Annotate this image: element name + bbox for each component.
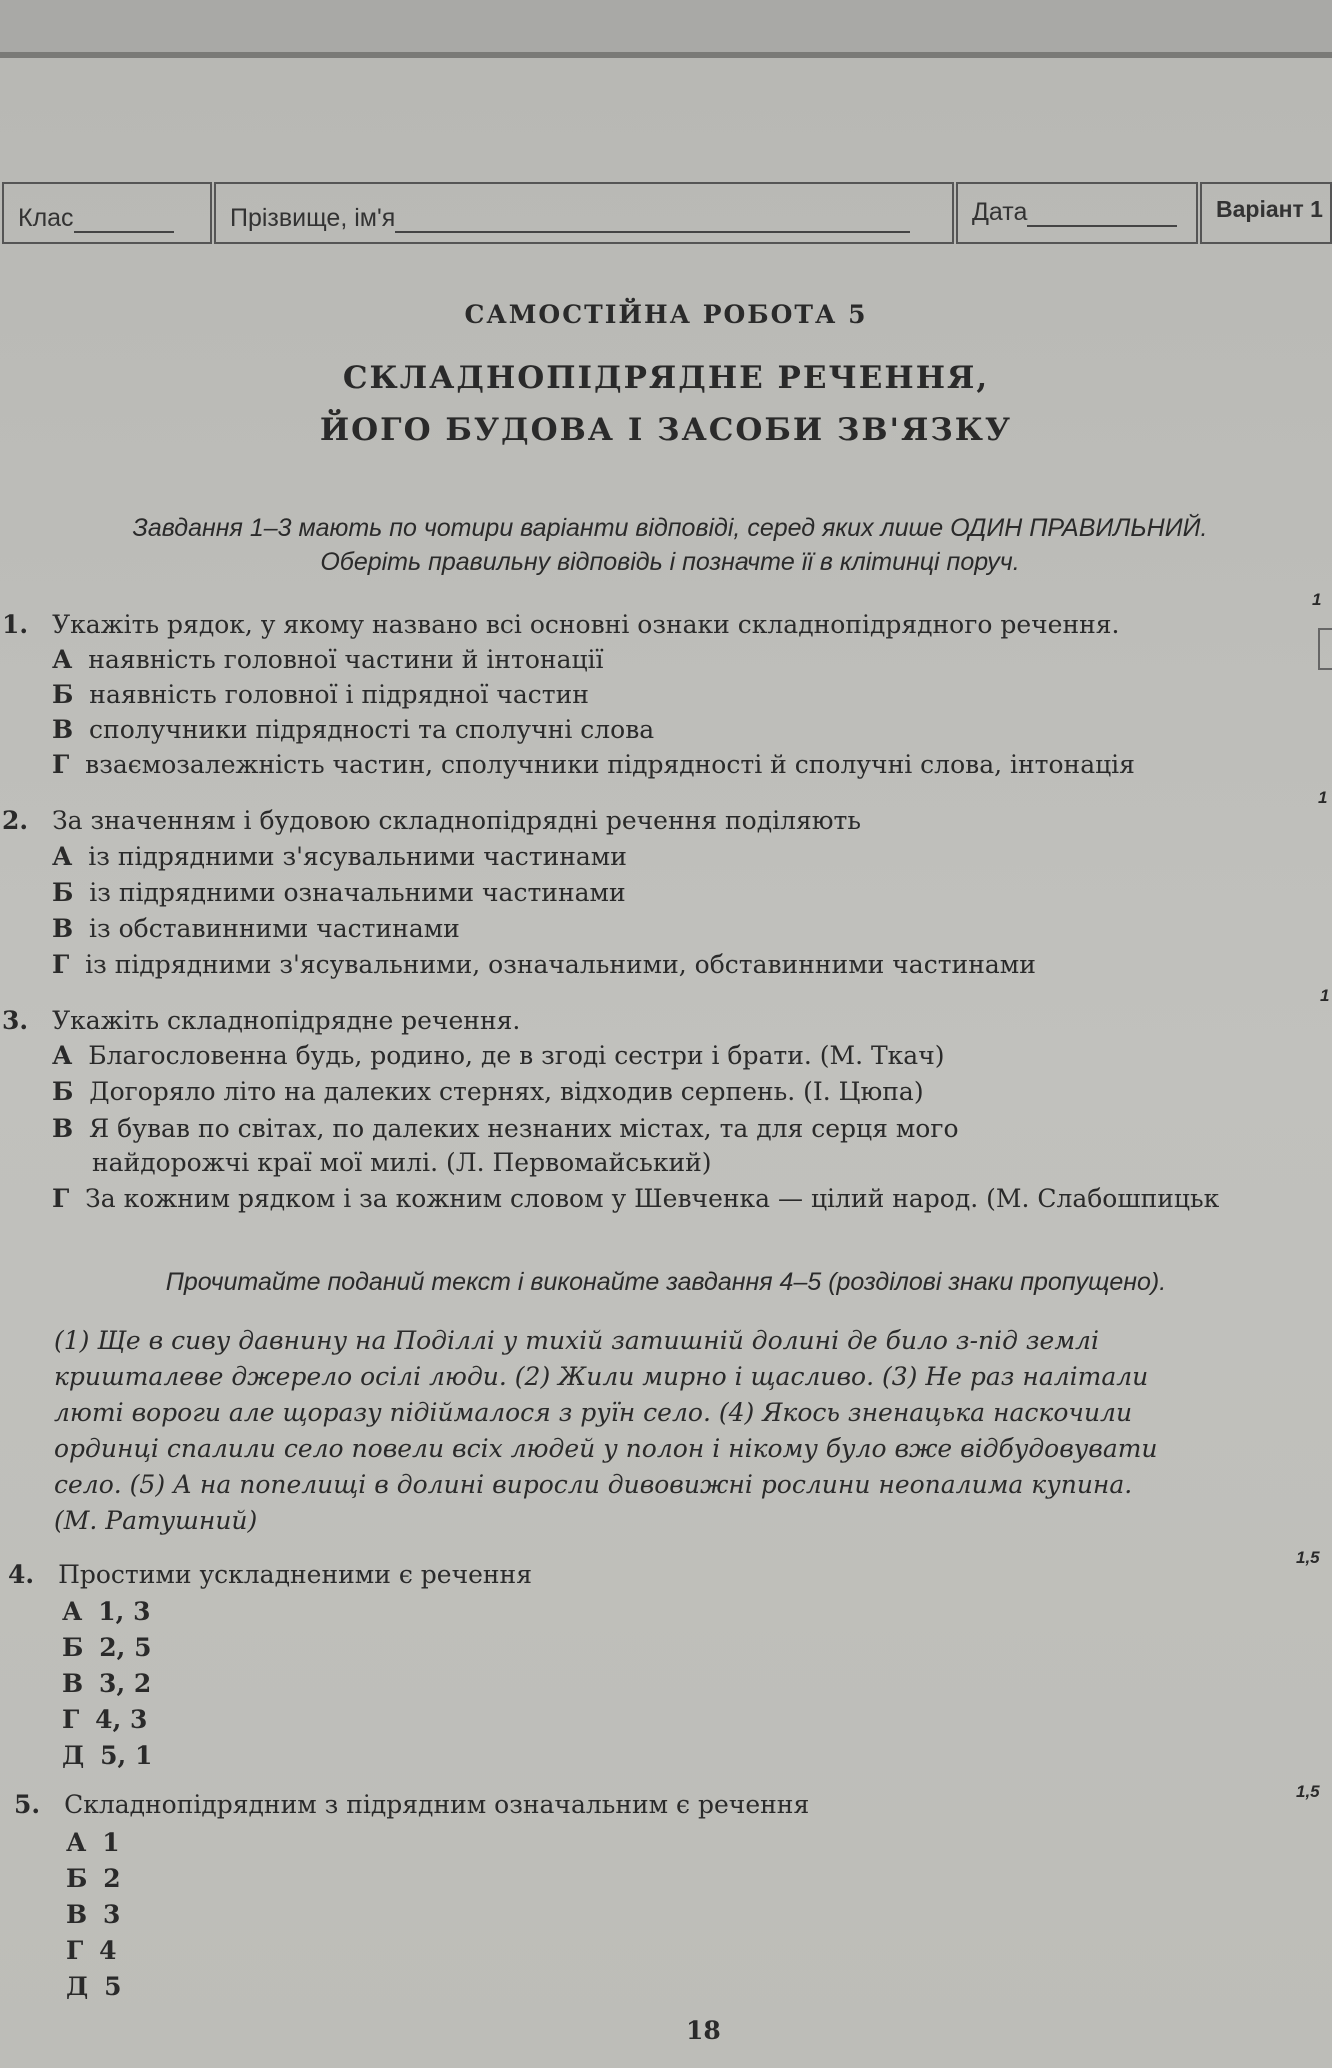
score-q3: 1 — [1320, 986, 1330, 1005]
option-g[interactable]: Г із підрядними з'ясувальними, означальними, обставинними частинами — [52, 950, 1036, 979]
question-text: Простими ускладненими є речення — [58, 1560, 532, 1589]
name-field[interactable] — [395, 231, 910, 233]
option-b[interactable]: Б 2 — [66, 1864, 121, 1893]
name-label: Прізвище, ім'я — [230, 204, 396, 232]
option-v-continuation: найдорожчі краї мої милі. (Л. Первомайський) — [92, 1148, 712, 1177]
question-number: 2. — [2, 806, 29, 835]
variant-label: Варіант 1 — [1216, 196, 1323, 222]
question-4 — [8, 1560, 532, 1589]
option-d[interactable]: Д 5, 1 — [62, 1741, 153, 1770]
option-v[interactable]: В із обставинними частинами — [52, 914, 460, 943]
question-1 — [2, 610, 1120, 639]
option-a[interactable]: А наявність головної частини й інтонації — [52, 645, 604, 674]
date-box — [956, 182, 1198, 244]
question-text: Складнопідрядним з підрядним означальним є речення — [64, 1790, 810, 1819]
reading-line: кришталеве джерело осілі люди. (2) Жили мирно і щасливо. (3) Не раз налітали — [54, 1362, 1149, 1391]
instructions-line1: Завдання 1–3 мають по чотири варіанти відповіді, серед яких лише ОДИН ПРАВИЛЬНИЙ. — [132, 514, 1208, 542]
option-a[interactable]: А Благословенна будь, родино, де в згоді сестри і брати. (М. Ткач) — [52, 1041, 945, 1070]
answer-cell[interactable] — [1318, 628, 1332, 670]
question-number: 3. — [2, 1006, 29, 1035]
option-v[interactable]: В сполучники підрядності та сполучні слова — [52, 715, 655, 744]
question-text: За значенням і будовою складнопідрядні речення поділяють — [52, 806, 861, 835]
score-q4: 1,5 — [1296, 1548, 1320, 1567]
page-edge — [0, 52, 1332, 58]
work-subtitle: САМОСТІЙНА РОБОТА 5 — [464, 300, 868, 329]
page-title-line1: СКЛАДНОПІДРЯДНЕ РЕЧЕННЯ, — [342, 360, 990, 396]
page-number: 18 — [686, 2016, 721, 2045]
question-3 — [2, 1006, 520, 1035]
question-number: 1. — [2, 610, 29, 639]
option-g[interactable]: Г За кожним рядком і за кожним словом у Шевченка — цілий народ. (М. Слабошпицьк — [52, 1184, 1220, 1213]
option-b[interactable]: Б 2, 5 — [62, 1633, 152, 1662]
reading-line: люті вороги але щоразу підіймалося з руїн село. (4) Якось зненацька наскочили — [54, 1398, 1133, 1427]
question-number: 4. — [8, 1560, 35, 1589]
option-a[interactable]: А 1 — [66, 1828, 120, 1857]
score-q2: 1 — [1318, 788, 1328, 807]
option-v[interactable]: В Я бував по світах, по далеких незнаних містах, та для серця мого — [52, 1114, 959, 1143]
option-d[interactable]: Д 5 — [66, 1972, 122, 2001]
option-b[interactable]: Б Догоряло літо на далеких стернях, відходив серпень. (І. Цюпа) — [52, 1077, 924, 1106]
name-box — [214, 182, 954, 244]
option-b[interactable]: Б із підрядними означальними частинами — [52, 878, 626, 907]
option-v[interactable]: В 3 — [66, 1900, 121, 1929]
page-title-line2: ЙОГО БУДОВА І ЗАСОБИ ЗВ'ЯЗКУ — [319, 412, 1013, 448]
option-b[interactable]: Б наявність головної і підрядної частин — [52, 680, 589, 709]
reading-author: (М. Ратушний) — [54, 1506, 258, 1535]
variant-box — [1200, 182, 1332, 244]
option-a[interactable]: А із підрядними з'ясувальними частинами — [52, 842, 627, 871]
date-field[interactable] — [1027, 225, 1177, 227]
option-g[interactable]: Г 4, 3 — [62, 1705, 148, 1734]
question-number: 5. — [14, 1790, 41, 1819]
class-box — [2, 182, 212, 244]
option-a[interactable]: А 1, 3 — [62, 1597, 151, 1626]
instructions-line2: Оберіть правильну відповідь і позначте її в клітинці поруч. — [320, 548, 1020, 576]
date-label: Дата — [972, 198, 1028, 226]
option-g[interactable]: Г взаємозалежність частин, сполучники підрядності й сполучні слова, інтонація — [52, 750, 1135, 779]
question-5 — [14, 1790, 809, 1819]
reading-line: село. (5) А на попелищі в долині виросли дивовижні рослини неопалима купина. — [54, 1470, 1133, 1499]
option-v[interactable]: В 3, 2 — [62, 1669, 152, 1698]
question-text: Укажіть рядок, у якому названо всі основні ознаки складнопідрядного речення. — [52, 610, 1120, 639]
reading-instruction: Прочитайте поданий текст і виконайте завдання 4–5 (розділові знаки пропущено). — [165, 1268, 1167, 1296]
class-label: Клас — [18, 204, 74, 232]
option-g[interactable]: Г 4 — [66, 1936, 117, 1965]
reading-line: ординці спалили село повели всіх людей у полон і нікому було вже відбудовувати — [54, 1434, 1158, 1463]
reading-line: (1) Ще в сиву давнину на Поділлі у тихій затишній долині де било з-під землі — [54, 1326, 1099, 1355]
question-text: Укажіть складнопідрядне речення. — [52, 1006, 521, 1035]
score-q1: 1 — [1312, 590, 1322, 609]
class-field[interactable] — [74, 231, 174, 233]
question-2 — [2, 806, 861, 835]
score-q5: 1,5 — [1296, 1782, 1320, 1801]
